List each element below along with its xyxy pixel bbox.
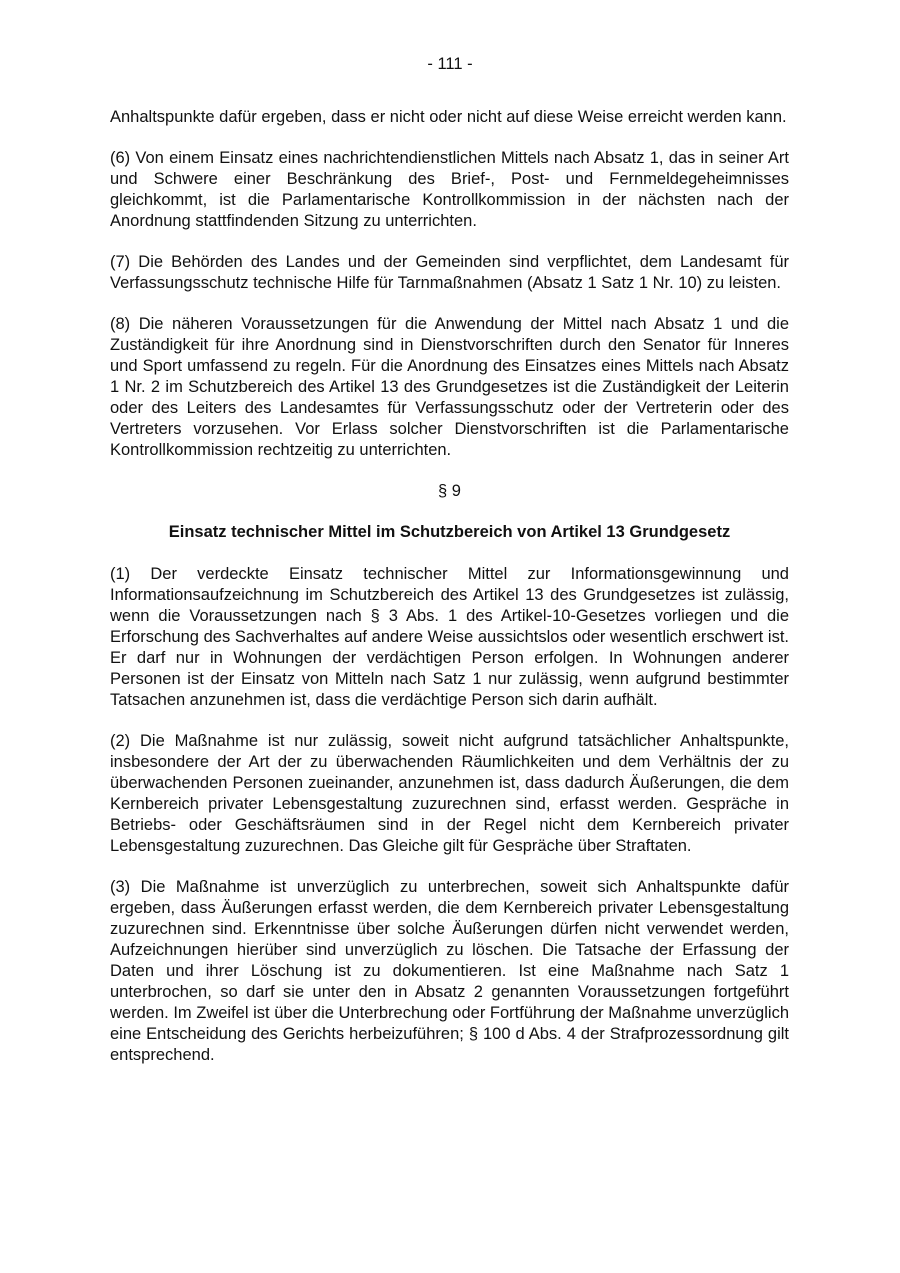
section-number: § 9 xyxy=(438,482,461,500)
section-paragraph-1: (1) Der verdeckte Einsatz technischer Mittel zur Informationsgewinnung und Informationsaufzeichnung im Schutzbereich des Artikel 13 des Grundgesetzes ist zulässig, wenn die Voraussetzungen nach § 3 Abs. 1 des Artikel-10-Gesetzes vorliegen und die Erforschung des Sachverhaltes auf andere Weise aussichtslos oder wesentlich erschwert ist. Er darf nur in Wohnungen der verdächtigen Person erfolgen. In Wohnungen anderer Personen ist der Einsatz von Mitteln nach Satz 1 nur zulässig, wenn aufgrund bestimmter Tatsachen anzunehmen ist, dass die verdächtige Person sich darin aufhält. xyxy=(110,565,789,709)
section-paragraph-3: (3) Die Maßnahme ist unverzüglich zu unterbrechen, soweit sich Anhaltspunkte dafür ergeben, dass Äußerungen erfasst werden, die dem Kernbereich privater Lebensgestaltung zuzurechnen sind. Erkenntnisse über solche Äußerungen dürfen nicht verwendet werden, Aufzeichnungen hierüber sind unverzüglich zu löschen. Die Tatsache der Erfassung der Daten und ihrer Löschung ist zu dokumentieren. Ist eine Maßnahme nach Satz 1 unterbrochen, so darf sie unter den in Absatz 2 genannten Voraussetzungen fortgeführt werden. Im Zweifel ist über die Unterbrechung oder Fortführung der Maßnahme unverzüglich eine Entscheidung des Gerichts herbeizuführen; § 100 d Abs. 4 der Strafprozessordnung gilt entsprechend. xyxy=(110,878,789,1064)
page-number: - 111 - xyxy=(427,55,473,73)
document-body xyxy=(110,107,789,1086)
paragraph-7: (7) Die Behörden des Landes und der Gemeinden sind verpflichtet, dem Landesamt für Verfassungsschutz technische Hilfe für Tarnmaßnahmen (Absatz 1 Satz 1 Nr. 10) zu leisten. xyxy=(110,253,789,292)
paragraph-8: (8) Die näheren Voraussetzungen für die Anwendung der Mittel nach Absatz 1 und die Zuständigkeit für ihre Anordnung sind in Dienstvorschriften durch den Senator für Inneres und Sport umfassend zu regeln. Für die Anordnung des Einsatzes eines Mittels nach Absatz 1 Nr. 2 im Schutzbereich des Artikel 13 des Grundgesetzes ist die Zuständigkeit der Leiterin oder des Leiters des Landesamtes für Verfassungsschutz oder der Vertreterin oder des Vertreters vorzusehen. Vor Erlass solcher Dienstvorschriften ist die Parlamentarische Kontrollkommission rechtzeitig zu unterrichten. xyxy=(110,315,789,459)
section-title: Einsatz technischer Mittel im Schutzbereich von Artikel 13 Grundgesetz xyxy=(168,523,731,541)
section-paragraph-2: (2) Die Maßnahme ist nur zulässig, soweit nicht aufgrund tatsächlicher Anhaltspunkte, insbesondere der Art der zu überwachenden Räumlichkeiten und dem Verhältnis der zu überwachenden Personen zueinander, anzunehmen ist, dass dadurch Äußerungen, die dem Kernbereich privater Lebensgestaltung zuzurechnen sind, erfasst werden. Gespräche in Betriebs- oder Geschäftsräumen sind in der Regel nicht dem Kernbereich privater Lebensgestaltung zuzurechnen. Das Gleiche gilt für Gespräche über Straftaten. xyxy=(110,732,789,855)
paragraph-6: (6) Von einem Einsatz eines nachrichtendienstlichen Mittels nach Absatz 1, das in seiner Art und Schwere einer Beschränkung des Brief-, Post- und Fernmeldegeheimnisses gleichkommt, ist die Parlamentarische Kontrollkommission in der nächsten nach der Anordnung stattfindenden Sitzung zu unterrichten. xyxy=(110,149,789,230)
paragraph-continuation: Anhaltspunkte dafür ergeben, dass er nicht oder nicht auf diese Weise erreicht werden kann. xyxy=(110,108,787,126)
